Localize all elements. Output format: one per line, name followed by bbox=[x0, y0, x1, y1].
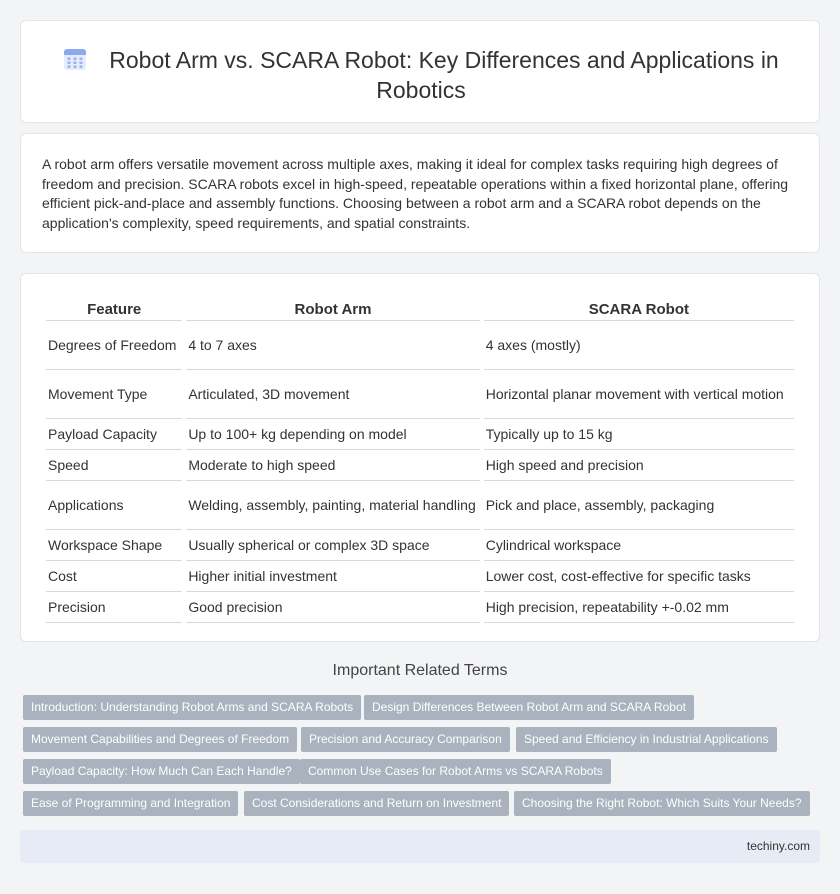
related-tag[interactable]: Design Differences Between Robot Arm and SCARA Robot bbox=[364, 695, 694, 720]
header-robot-arm: Robot Arm bbox=[186, 295, 479, 321]
footer-site[interactable]: techiny.com bbox=[746, 839, 810, 853]
robot-arm-cell: Articulated, 3D movement bbox=[186, 370, 479, 419]
related-tag[interactable]: Speed and Efficiency in Industrial Applications bbox=[516, 727, 777, 752]
table-row bbox=[46, 530, 794, 561]
intro-paragraph: A robot arm offers versatile movement across multiple axes, making it ideal for complex tasks requiring high degrees of freedom and precision. SCARA robots excel in high-speed, repeatable operations within a fixed horizontal plane, offering efficient pick-and-place and assembly functions. Choosing between a robot arm and a SCARA robot depends on the application's complexity, speed requirements, and spatial constraints. bbox=[42, 156, 789, 231]
table-row bbox=[46, 419, 794, 450]
scara-cell: Pick and place, assembly, packaging bbox=[484, 481, 794, 530]
scara-cell: 4 axes (mostly) bbox=[484, 321, 794, 370]
related-tag[interactable]: Choosing the Right Robot: Which Suits Your Needs? bbox=[514, 791, 810, 816]
intro-card bbox=[20, 133, 820, 253]
feature-cell: Precision bbox=[46, 592, 182, 623]
scara-cell: Horizontal planar movement with vertical motion bbox=[484, 370, 794, 419]
title-card bbox=[20, 20, 820, 123]
scara-cell: Cylindrical workspace bbox=[484, 530, 794, 561]
header-feature: Feature bbox=[46, 295, 182, 321]
related-tag[interactable]: Movement Capabilities and Degrees of Freedom bbox=[23, 727, 297, 752]
related-tag[interactable]: Common Use Cases for Robot Arms vs SCARA Robots bbox=[300, 759, 611, 784]
related-tag[interactable]: Precision and Accuracy Comparison bbox=[301, 727, 510, 752]
scara-cell: Lower cost, cost-effective for specific tasks bbox=[484, 561, 794, 592]
comparison-table bbox=[42, 295, 798, 623]
table-row bbox=[46, 370, 794, 419]
robot-arm-cell: Higher initial investment bbox=[186, 561, 479, 592]
feature-cell: Payload Capacity bbox=[46, 419, 182, 450]
table-header-row bbox=[46, 295, 794, 321]
feature-cell: Applications bbox=[46, 481, 182, 530]
table-row bbox=[46, 450, 794, 481]
table-row bbox=[46, 561, 794, 592]
table-row bbox=[46, 481, 794, 530]
robot-arm-cell: Up to 100+ kg depending on model bbox=[186, 419, 479, 450]
table-row bbox=[46, 592, 794, 623]
page-title-text: Robot Arm vs. SCARA Robot: Key Differences and Applications in Robotics bbox=[109, 47, 779, 103]
scara-cell: Typically up to 15 kg bbox=[484, 419, 794, 450]
scara-cell: High speed and precision bbox=[484, 450, 794, 481]
feature-cell: Workspace Shape bbox=[46, 530, 182, 561]
table-row bbox=[46, 321, 794, 370]
comparison-card bbox=[20, 273, 820, 642]
related-terms-title: Important Related Terms bbox=[332, 662, 508, 679]
feature-cell: Degrees of Freedom bbox=[46, 321, 182, 370]
feature-cell: Movement Type bbox=[46, 370, 182, 419]
feature-cell: Cost bbox=[46, 561, 182, 592]
header-scara-robot: SCARA Robot bbox=[484, 295, 794, 321]
robot-arm-cell: 4 to 7 axes bbox=[186, 321, 479, 370]
feature-cell: Speed bbox=[46, 450, 182, 481]
robot-arm-cell: Welding, assembly, painting, material handling bbox=[186, 481, 479, 530]
scara-cell: High precision, repeatability +-0.02 mm bbox=[484, 592, 794, 623]
robot-arm-cell: Moderate to high speed bbox=[186, 450, 479, 481]
related-tag[interactable]: Cost Considerations and Return on Investment bbox=[244, 791, 509, 816]
related-tag[interactable]: Ease of Programming and Integration bbox=[23, 791, 238, 816]
robot-arm-cell: Usually spherical or complex 3D space bbox=[186, 530, 479, 561]
page-title bbox=[21, 45, 821, 105]
footer bbox=[20, 830, 820, 863]
robot-arm-cell: Good precision bbox=[186, 592, 479, 623]
related-tag[interactable]: Introduction: Understanding Robot Arms and SCARA Robots bbox=[23, 695, 361, 720]
related-tag[interactable]: Payload Capacity: How Much Can Each Handle? bbox=[23, 759, 300, 784]
calendar-grid-icon bbox=[63, 47, 87, 71]
